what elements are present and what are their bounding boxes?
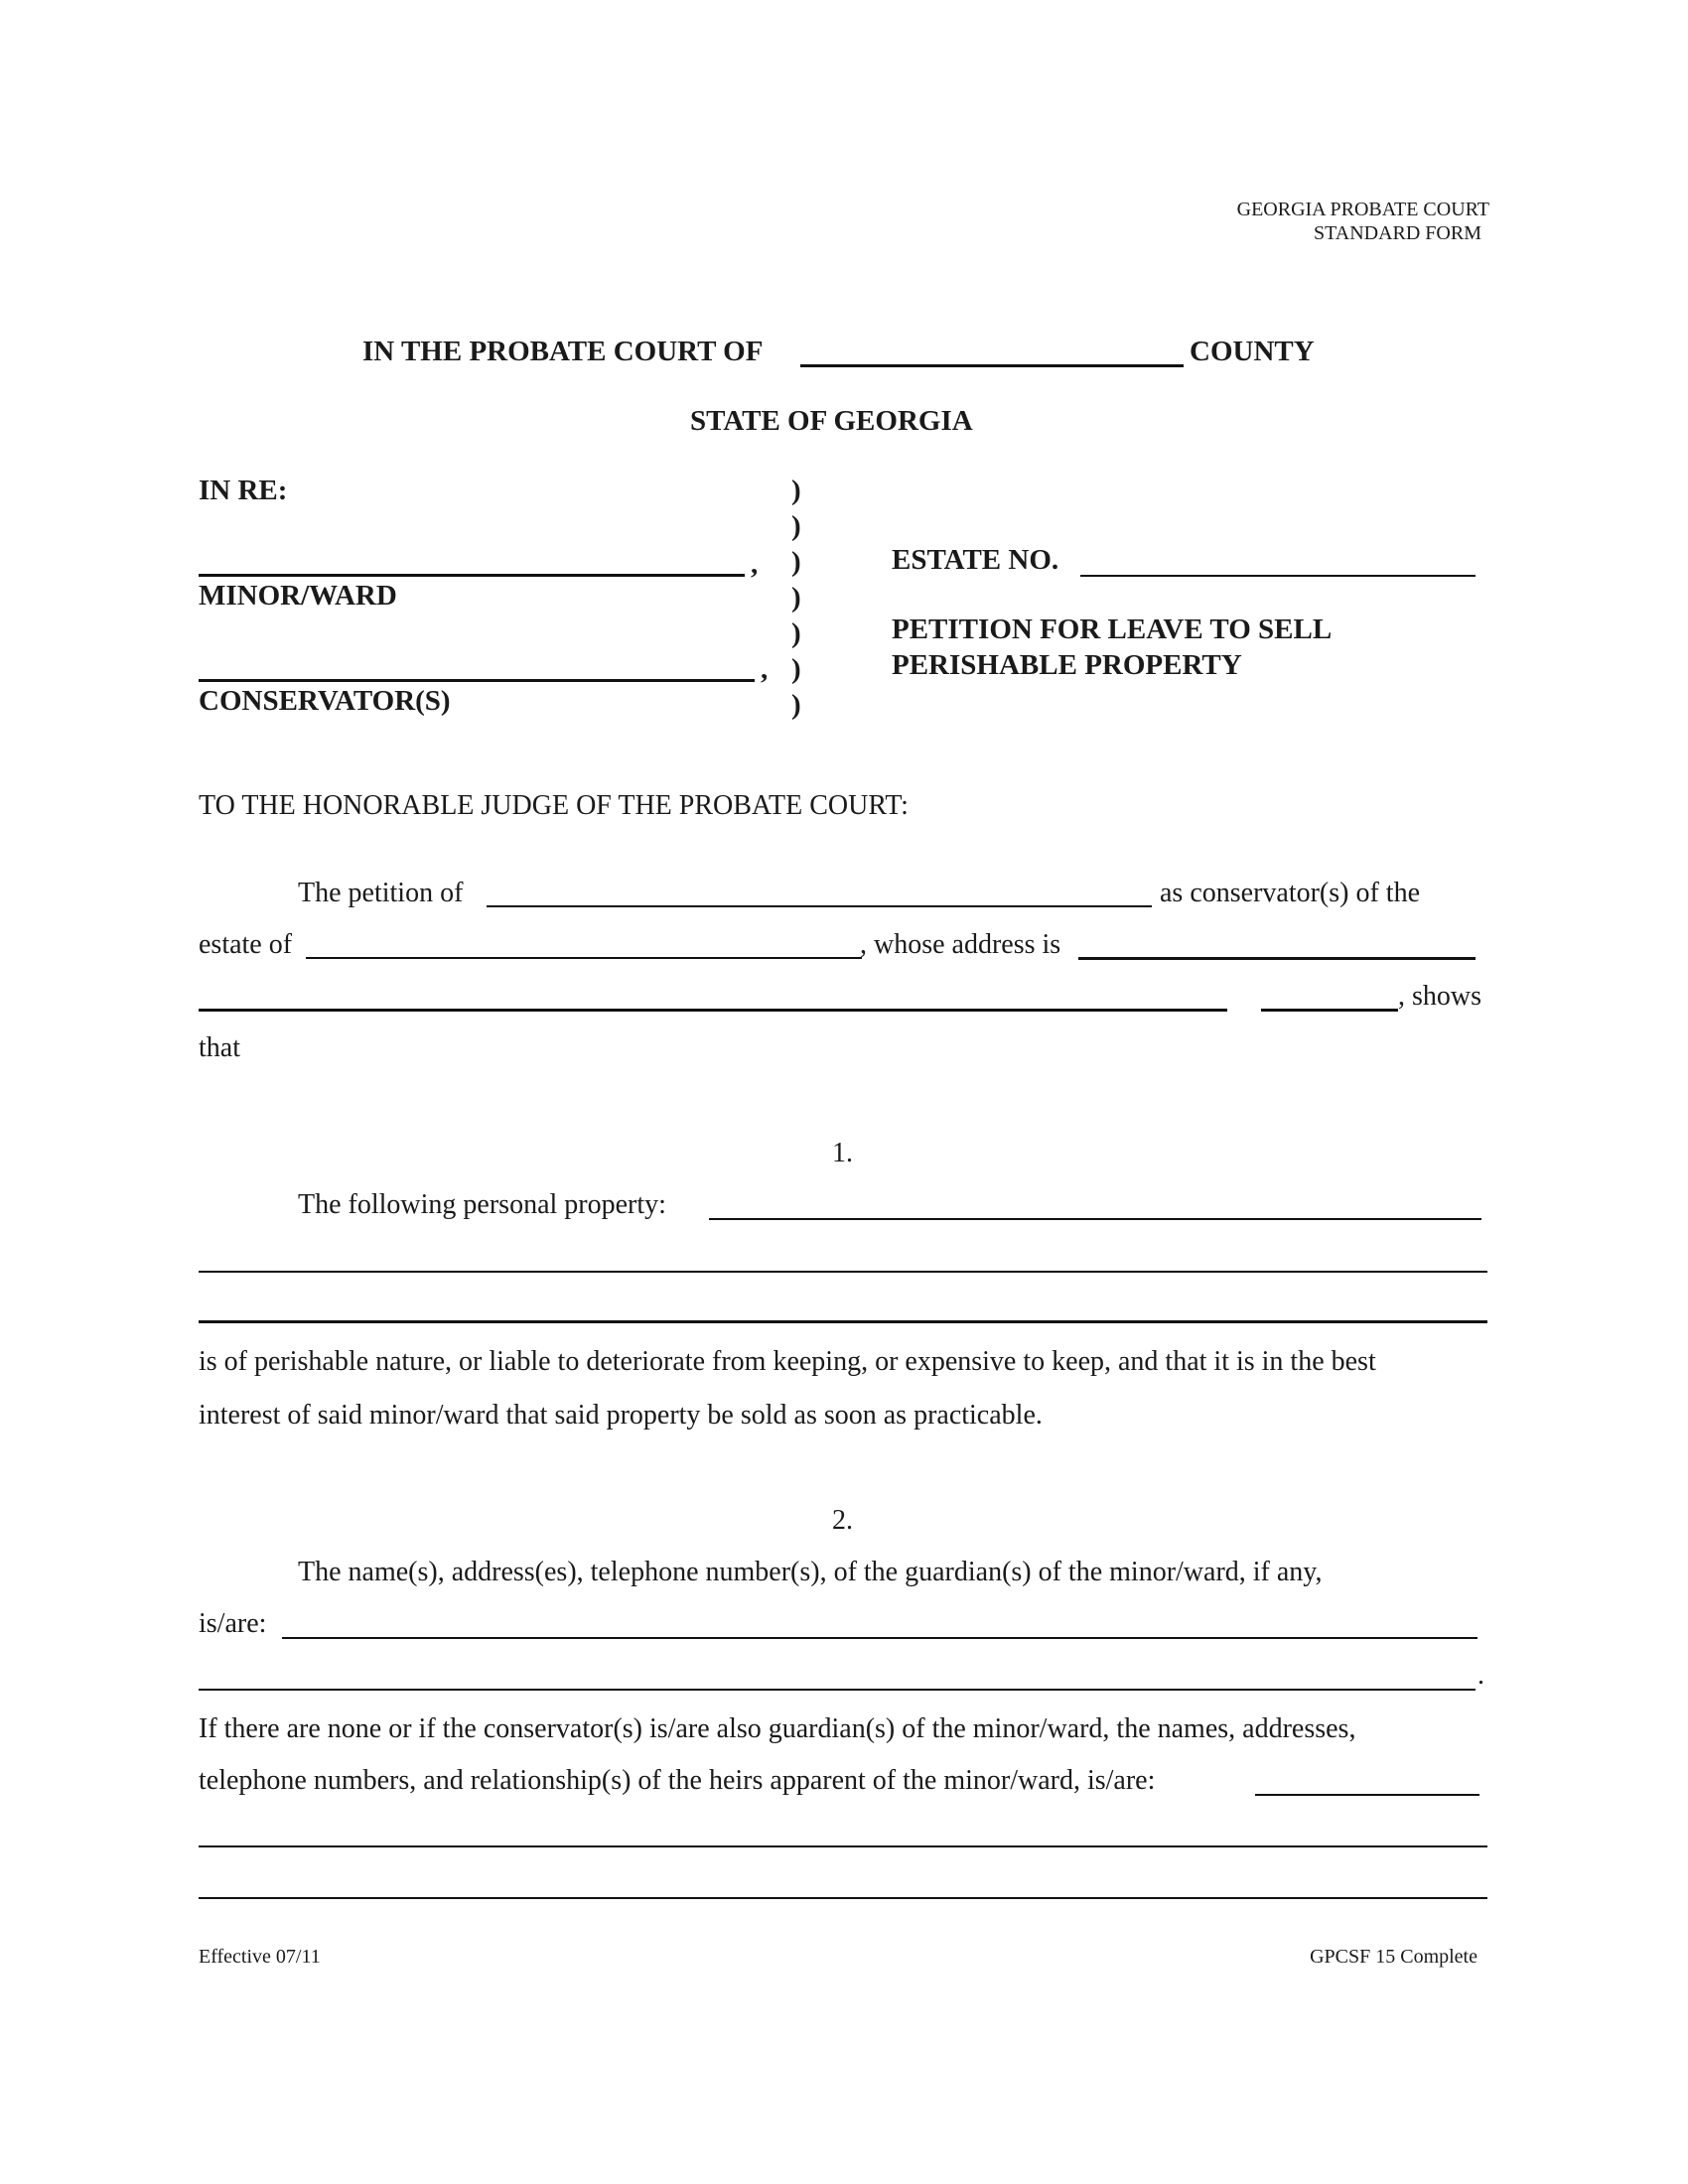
petitioner-line[interactable] <box>487 905 1152 907</box>
in-re-label: IN RE: <box>199 475 288 506</box>
form-header-line2: STANDARD FORM <box>1314 222 1481 244</box>
address-line-3[interactable] <box>1261 1009 1398 1012</box>
county-field-line[interactable] <box>800 364 1184 367</box>
conservator-name-line[interactable] <box>199 679 755 682</box>
comma-2: , <box>761 653 769 685</box>
personal-property-line-3[interactable] <box>199 1320 1487 1323</box>
footer-effective-date: Effective 07/11 <box>199 1946 321 1968</box>
caption-paren: ) <box>791 510 801 542</box>
comma-1: , <box>751 548 759 580</box>
whose-address-text: , whose address is <box>860 929 1061 960</box>
section-1-lead: The following personal property: <box>298 1189 666 1220</box>
section-2-lead: The name(s), address(es), telephone number(s), of the guardian(s) of the minor/ward, if any, <box>298 1557 1323 1587</box>
form-header-line1: GEORGIA PROBATE COURT <box>1236 199 1489 220</box>
petition-title-line1: PETITION FOR LEAVE TO SELL <box>892 614 1333 645</box>
court-title-suffix: COUNTY <box>1190 336 1315 367</box>
section-2-text-1: If there are none or if the conservator(s) is/are also guardian(s) of the minor/ward, the names, addresses, <box>199 1713 1356 1744</box>
state-title: STATE OF GEORGIA <box>690 405 973 437</box>
caption-paren: ) <box>791 475 801 506</box>
salutation: TO THE HONORABLE JUDGE OF THE PROBATE COURT: <box>199 790 909 821</box>
caption-paren: ) <box>791 689 801 721</box>
petition-title-line2: PERISHABLE PROPERTY <box>892 649 1242 681</box>
shows-text: , shows <box>1398 981 1482 1012</box>
footer-form-id: GPCSF 15 Complete <box>1310 1946 1477 1968</box>
heirs-line-1[interactable] <box>1255 1794 1479 1796</box>
as-conservator-text: as conservator(s) of the <box>1160 878 1421 908</box>
estate-no-label: ESTATE NO. <box>892 544 1059 576</box>
minor-ward-name-line[interactable] <box>199 574 745 577</box>
guardians-line-1[interactable] <box>282 1637 1477 1639</box>
estate-no-line[interactable] <box>1080 575 1476 577</box>
estate-of-line[interactable] <box>306 957 862 959</box>
heirs-line-3[interactable] <box>199 1897 1487 1899</box>
address-line-2[interactable] <box>199 1009 1227 1012</box>
conservators-label: CONSERVATOR(S) <box>199 685 451 717</box>
court-title-prefix: IN THE PROBATE COURT OF <box>362 336 764 367</box>
section-2-period: . <box>1477 1660 1484 1691</box>
section-1-text-1: is of perishable nature, or liable to deteriorate from keeping, or expensive to keep, and that it is in the best <box>199 1346 1376 1377</box>
section-2-number: 2. <box>832 1505 853 1536</box>
heirs-line-2[interactable] <box>199 1845 1487 1847</box>
personal-property-line-2[interactable] <box>199 1271 1487 1273</box>
section-1-text-2: interest of said minor/ward that said property be sold as soon as practicable. <box>199 1400 1043 1431</box>
section-1-number: 1. <box>832 1138 853 1168</box>
petition-of-text: The petition of <box>298 878 464 908</box>
minor-ward-label: MINOR/WARD <box>199 580 397 612</box>
caption-paren: ) <box>791 546 801 578</box>
estate-of-text: estate of <box>199 929 293 960</box>
section-2-text-2: telephone numbers, and relationship(s) of the heirs apparent of the minor/ward, is/are: <box>199 1765 1156 1796</box>
caption-paren: ) <box>791 582 801 614</box>
that-text: that <box>199 1032 240 1063</box>
guardians-line-2[interactable] <box>199 1689 1476 1691</box>
caption-paren: ) <box>791 653 801 685</box>
section-2-isare: is/are: <box>199 1608 267 1639</box>
caption-paren: ) <box>791 617 801 649</box>
address-line-1[interactable] <box>1078 957 1476 960</box>
personal-property-line-1[interactable] <box>709 1218 1481 1220</box>
